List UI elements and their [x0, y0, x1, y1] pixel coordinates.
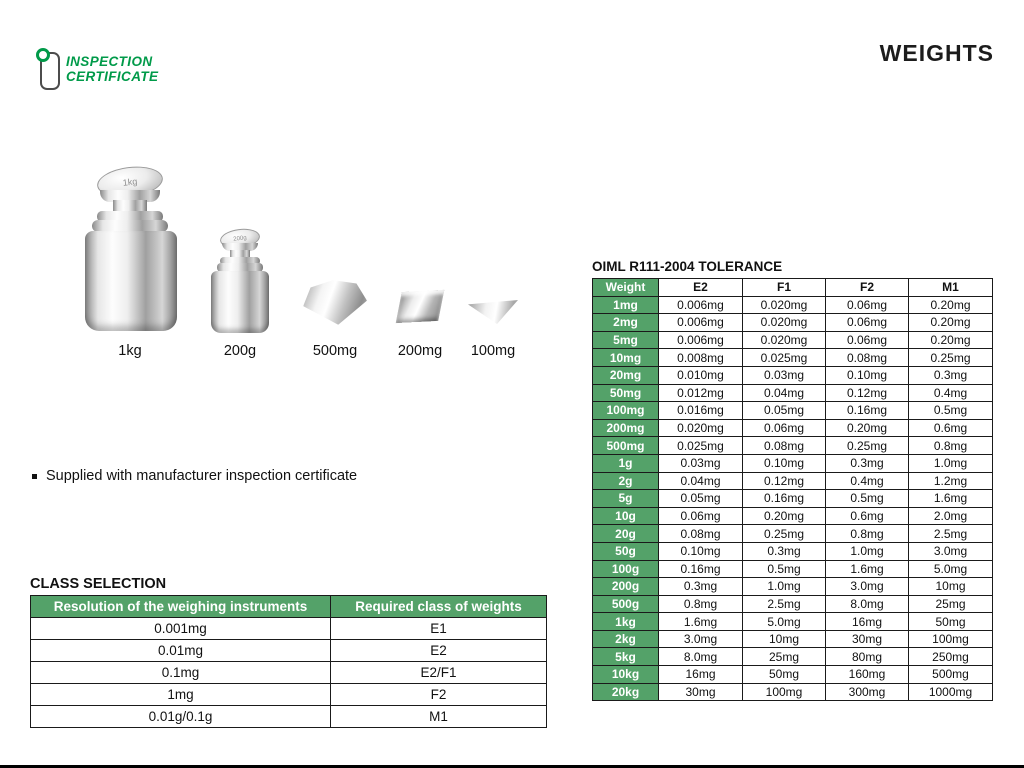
table-cell: 1.6mg	[909, 490, 993, 508]
table-cell: 100mg	[593, 402, 659, 420]
table-cell: 0.006mg	[659, 331, 743, 349]
column-header: Required class of weights	[331, 596, 547, 618]
table-cell: 1.6mg	[826, 560, 909, 578]
weight-label-500mg: 500mg	[312, 343, 358, 359]
table-row	[31, 618, 547, 640]
table-cell: 0.16mg	[826, 402, 909, 420]
table-cell: 0.012mg	[659, 384, 743, 402]
table-cell: 0.20mg	[909, 314, 993, 332]
table-row	[593, 507, 993, 525]
table-cell: 3.0mg	[909, 542, 993, 560]
table-cell: 8.0mg	[659, 648, 743, 666]
weight-sheet	[396, 290, 445, 323]
table-cell: 1.6mg	[659, 613, 743, 631]
table-cell: M1	[331, 706, 547, 728]
table-row	[593, 542, 993, 560]
class-selection-table	[30, 595, 547, 728]
table-cell: 0.08mg	[826, 349, 909, 367]
table-cell: 0.4mg	[826, 472, 909, 490]
table-cell: 0.1mg	[31, 662, 331, 684]
table-row	[31, 662, 547, 684]
table-cell: 0.6mg	[909, 419, 993, 437]
table-cell: 25mg	[743, 648, 826, 666]
table-row	[593, 402, 993, 420]
table-cell: 100g	[593, 560, 659, 578]
class-selection-title: CLASS SELECTION	[30, 576, 167, 592]
table-cell: 50mg	[743, 666, 826, 684]
column-header: F2	[826, 279, 909, 297]
table-cell: 1mg	[31, 684, 331, 706]
table-row	[593, 595, 993, 613]
table-cell: 0.04mg	[743, 384, 826, 402]
certificate-seal-ring	[36, 48, 50, 62]
table-cell: 0.10mg	[743, 454, 826, 472]
table-cell: 0.3mg	[743, 542, 826, 560]
table-cell: 5kg	[593, 648, 659, 666]
table-row	[593, 296, 993, 314]
weight-sheet	[468, 300, 518, 324]
weight-body	[85, 231, 177, 331]
certificate-tag-icon	[36, 46, 64, 94]
table-cell: 50mg	[909, 613, 993, 631]
column-header: E2	[659, 279, 743, 297]
tolerance-title: OIML R111-2004 TOLERANCE	[592, 259, 783, 274]
table-cell: 200mg	[593, 419, 659, 437]
feature-note-text: Supplied with manufacturer inspection certificate	[46, 468, 358, 484]
weight-label-200g: 200g	[223, 343, 257, 359]
table-cell: 0.020mg	[743, 331, 826, 349]
table-cell: 0.03mg	[659, 454, 743, 472]
table-row	[593, 683, 993, 701]
table-row	[593, 419, 993, 437]
table-row	[31, 684, 547, 706]
table-cell: 500mg	[593, 437, 659, 455]
weight-image-500mg	[301, 277, 369, 327]
table-cell: 0.20mg	[743, 507, 826, 525]
table-row	[593, 366, 993, 384]
table-cell: 0.05mg	[659, 490, 743, 508]
weight-engraving: 1kg	[122, 176, 138, 188]
table-cell: 250mg	[909, 648, 993, 666]
table-row	[593, 472, 993, 490]
table-cell: F2	[331, 684, 547, 706]
table-cell: 3.0mg	[659, 630, 743, 648]
class-selection-header-row	[31, 596, 547, 618]
table-cell: 0.5mg	[909, 402, 993, 420]
table-row	[593, 490, 993, 508]
table-cell: 8.0mg	[826, 595, 909, 613]
table-cell: 0.008mg	[659, 349, 743, 367]
table-cell: 1g	[593, 454, 659, 472]
feature-note	[32, 468, 357, 484]
table-cell: 0.020mg	[743, 314, 826, 332]
weight-image-200g	[210, 229, 270, 333]
table-cell: 0.20mg	[909, 331, 993, 349]
table-cell: 0.006mg	[659, 314, 743, 332]
logo-line-1: INSPECTION	[66, 54, 153, 69]
inspection-certificate-logo	[36, 46, 256, 98]
table-cell: 20mg	[593, 366, 659, 384]
table-cell: 16mg	[659, 666, 743, 684]
table-cell: 0.06mg	[826, 296, 909, 314]
table-cell: 0.5mg	[826, 490, 909, 508]
table-cell: 80mg	[826, 648, 909, 666]
table-cell: 30mg	[826, 630, 909, 648]
table-cell: 3.0mg	[826, 578, 909, 596]
tolerance-body	[593, 296, 993, 701]
table-cell: 0.010mg	[659, 366, 743, 384]
table-cell: 0.8mg	[659, 595, 743, 613]
logo-line-2: CERTIFICATE	[66, 68, 159, 84]
weight-image-100mg	[468, 300, 518, 324]
table-cell: 0.025mg	[743, 349, 826, 367]
table-cell: 0.25mg	[826, 437, 909, 455]
table-row	[593, 437, 993, 455]
table-cell: 0.3mg	[826, 454, 909, 472]
tolerance-header-row	[593, 279, 993, 297]
weight-body	[211, 271, 269, 333]
table-row	[593, 630, 993, 648]
table-cell: 1000mg	[909, 683, 993, 701]
table-cell: 0.016mg	[659, 402, 743, 420]
table-row	[593, 648, 993, 666]
table-row	[31, 706, 547, 728]
table-cell: 25mg	[909, 595, 993, 613]
table-cell: 2mg	[593, 314, 659, 332]
column-header: Resolution of the weighing instruments	[31, 596, 331, 618]
table-cell: E1	[331, 618, 547, 640]
table-cell: 0.001mg	[31, 618, 331, 640]
table-cell: 0.06mg	[743, 419, 826, 437]
table-cell: 0.01mg	[31, 640, 331, 662]
table-row	[593, 349, 993, 367]
column-header: F1	[743, 279, 826, 297]
table-cell: 0.10mg	[826, 366, 909, 384]
table-cell: 1.0mg	[826, 542, 909, 560]
tolerance-table	[592, 278, 993, 701]
table-cell: 0.08mg	[659, 525, 743, 543]
table-cell: 1mg	[593, 296, 659, 314]
table-cell: 0.020mg	[743, 296, 826, 314]
class-selection-body	[31, 618, 547, 728]
table-cell: 0.6mg	[826, 507, 909, 525]
table-cell: 30mg	[659, 683, 743, 701]
table-cell: E2	[331, 640, 547, 662]
table-cell: 10g	[593, 507, 659, 525]
table-cell: 10mg	[743, 630, 826, 648]
weight-engraving: 200g	[232, 234, 247, 243]
table-cell: 2kg	[593, 630, 659, 648]
column-header: M1	[909, 279, 993, 297]
table-row	[593, 331, 993, 349]
table-cell: 0.03mg	[743, 366, 826, 384]
table-cell: 300mg	[826, 683, 909, 701]
table-row	[31, 640, 547, 662]
table-cell: 5.0mg	[909, 560, 993, 578]
table-cell: 0.06mg	[826, 331, 909, 349]
weight-label-200mg: 200mg	[397, 343, 443, 359]
table-cell: 50g	[593, 542, 659, 560]
table-cell: 0.06mg	[659, 507, 743, 525]
table-cell: 0.020mg	[659, 419, 743, 437]
table-cell: 5.0mg	[743, 613, 826, 631]
column-header: Weight	[593, 279, 659, 297]
table-cell: 0.10mg	[659, 542, 743, 560]
table-cell: 100mg	[909, 630, 993, 648]
table-cell: 0.04mg	[659, 472, 743, 490]
table-cell: 1.2mg	[909, 472, 993, 490]
table-cell: 100mg	[743, 683, 826, 701]
table-cell: 0.3mg	[659, 578, 743, 596]
table-cell: 20kg	[593, 683, 659, 701]
table-cell: 2.5mg	[909, 525, 993, 543]
table-cell: 0.25mg	[909, 349, 993, 367]
table-cell: 0.8mg	[909, 437, 993, 455]
table-cell: 0.3mg	[909, 366, 993, 384]
page-title: WEIGHTS	[879, 40, 994, 66]
table-cell: 10mg	[593, 349, 659, 367]
table-cell: 0.4mg	[909, 384, 993, 402]
table-cell: 500mg	[909, 666, 993, 684]
logo-text	[66, 55, 158, 84]
table-row	[593, 560, 993, 578]
table-cell: 0.12mg	[826, 384, 909, 402]
table-row	[593, 613, 993, 631]
table-row	[593, 666, 993, 684]
table-cell: 10kg	[593, 666, 659, 684]
table-cell: 2g	[593, 472, 659, 490]
weight-image-200mg	[399, 291, 441, 322]
table-cell: 0.06mg	[826, 314, 909, 332]
bullet-square-icon	[32, 474, 37, 479]
table-cell: 0.20mg	[826, 419, 909, 437]
table-row	[593, 384, 993, 402]
table-cell: 0.20mg	[909, 296, 993, 314]
table-cell: E2/F1	[331, 662, 547, 684]
table-cell: 20g	[593, 525, 659, 543]
table-cell: 0.8mg	[826, 525, 909, 543]
table-cell: 500g	[593, 595, 659, 613]
table-cell: 2.0mg	[909, 507, 993, 525]
table-cell: 0.025mg	[659, 437, 743, 455]
table-cell: 0.16mg	[659, 560, 743, 578]
table-cell: 200g	[593, 578, 659, 596]
table-row	[593, 314, 993, 332]
table-cell: 0.12mg	[743, 472, 826, 490]
table-cell: 10mg	[909, 578, 993, 596]
table-row	[593, 578, 993, 596]
table-cell: 1kg	[593, 613, 659, 631]
weight-sheet	[301, 277, 369, 327]
weight-image-1kg	[83, 167, 179, 333]
weight-label-100mg: 100mg	[470, 343, 516, 359]
table-cell: 0.05mg	[743, 402, 826, 420]
table-cell: 5g	[593, 490, 659, 508]
table-cell: 1.0mg	[743, 578, 826, 596]
table-row	[593, 525, 993, 543]
table-cell: 0.08mg	[743, 437, 826, 455]
table-cell: 160mg	[826, 666, 909, 684]
table-cell: 0.006mg	[659, 296, 743, 314]
table-cell: 0.01g/0.1g	[31, 706, 331, 728]
table-cell: 50mg	[593, 384, 659, 402]
table-cell: 0.25mg	[743, 525, 826, 543]
table-cell: 16mg	[826, 613, 909, 631]
table-row	[593, 454, 993, 472]
table-cell: 1.0mg	[909, 454, 993, 472]
table-cell: 0.16mg	[743, 490, 826, 508]
table-cell: 5mg	[593, 331, 659, 349]
weight-label-1kg: 1kg	[118, 343, 142, 359]
table-cell: 0.5mg	[743, 560, 826, 578]
table-cell: 2.5mg	[743, 595, 826, 613]
